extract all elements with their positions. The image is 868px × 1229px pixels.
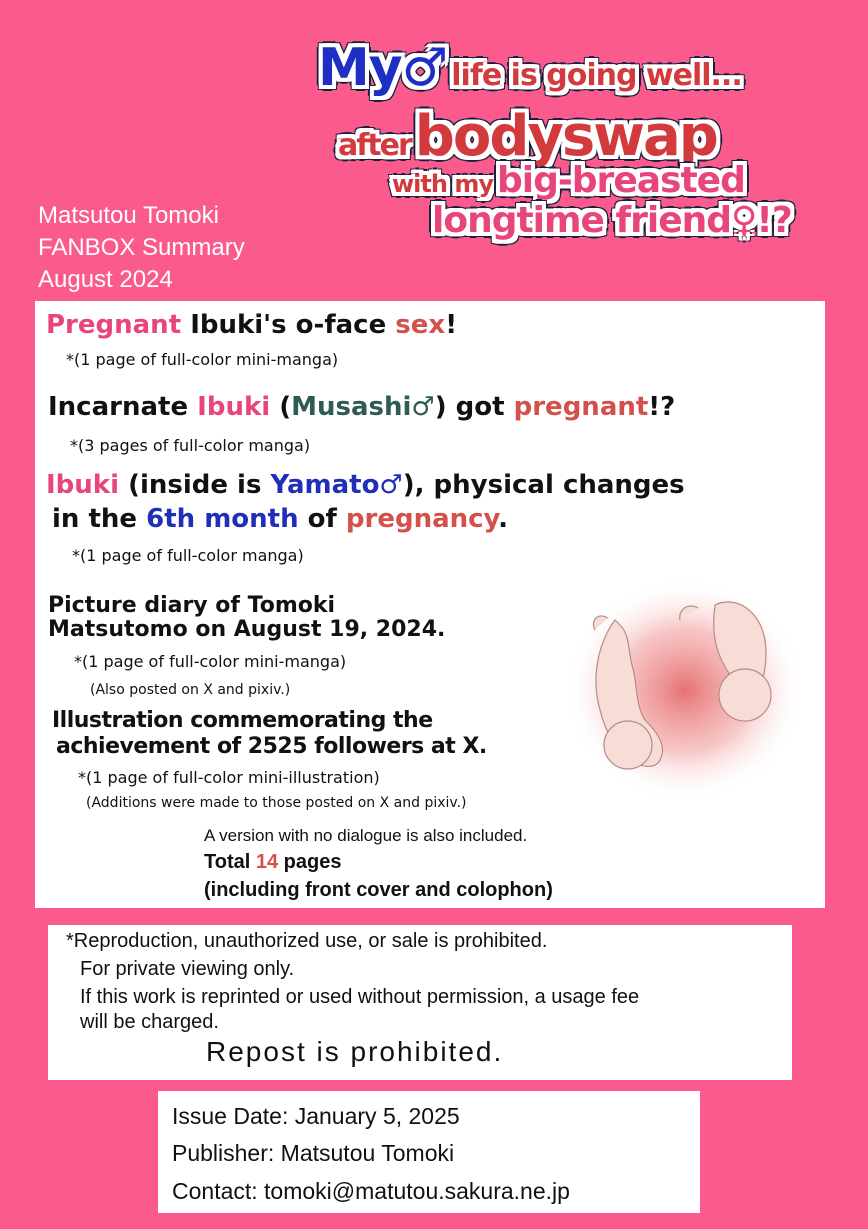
warning-line2: For private viewing only. (80, 958, 295, 980)
item3-heading-line1 (46, 470, 685, 500)
title-life: life is going well... (451, 58, 742, 93)
total-line (204, 851, 341, 874)
item3-ibuki: Ibuki (46, 470, 119, 500)
total-count: 14 (255, 851, 279, 873)
item5-heading (52, 708, 487, 760)
item4-line2: Matsutomo on August 19, 2024. (48, 617, 446, 642)
total-label: Total (204, 851, 251, 873)
item2-musashi: Musashi♂ (291, 392, 435, 422)
warning-line1: *Reproduction, unauthorized use, or sale is prohibited. (66, 930, 548, 952)
summary-author: Matsutou Tomoki (38, 202, 219, 229)
item1-oface: Ibuki's o-face (190, 310, 387, 340)
item1-note: *(1 page of full-color mini-manga) (66, 350, 339, 369)
item1-sex: sex (395, 310, 446, 340)
item4-heading (48, 594, 445, 642)
item2-got: ) got (434, 392, 505, 422)
total-pages: pages (283, 851, 342, 873)
issue-date: Issue Date: January 5, 2025 (172, 1103, 460, 1129)
item3-inthe: in the (52, 504, 138, 534)
item3-6thmonth: 6th month (146, 504, 299, 534)
contact: Contact: tomoki@matutou.sakura.ne.jp (172, 1178, 570, 1204)
item5-line2: achievement of 2525 followers at X. (56, 734, 487, 759)
item3-of: of (307, 504, 337, 534)
item1-excl: ! (445, 310, 458, 340)
item1-pregnant: Pregnant (46, 310, 182, 340)
item5-note: *(1 page of full-color mini-illustration) (78, 768, 380, 787)
item3-yamato: Yamato♂ (270, 470, 403, 500)
title-withmy: with my (392, 170, 493, 198)
title-bodyswap: bodyswap (414, 104, 717, 169)
summary-fanbox: FANBOX Summary (38, 234, 245, 261)
item3-changes: ), physical changes (402, 470, 685, 500)
publisher: Publisher: Matsutou Tomoki (172, 1140, 455, 1166)
item3-note: *(1 page of full-color manga) (72, 546, 304, 565)
item2-note: *(3 pages of full-color manga) (70, 436, 311, 455)
item3-inside: (inside is (128, 470, 262, 500)
title-longtime: longtime friend♀!? (432, 200, 792, 241)
warning-line3: If this work is reprinted or used without permission, a usage fee (80, 986, 640, 1008)
item4-line1: Picture diary of Tomoki (48, 593, 336, 618)
title-my: My♂ (318, 38, 448, 98)
item3-pregnancy: pregnancy (345, 504, 499, 534)
item2-incarnate: Incarnate (48, 392, 189, 422)
item4-note: *(1 page of full-color mini-manga) (74, 652, 347, 671)
item2-excl: !? (648, 392, 676, 422)
item2-heading (48, 392, 675, 422)
item1-heading (46, 310, 457, 340)
item2-ibuki: Ibuki (197, 392, 271, 422)
warning-line4: will be charged. (80, 1011, 219, 1033)
fetus-illustration (560, 580, 810, 810)
total-includes: (including front cover and colophon) (204, 879, 553, 901)
summary (38, 200, 245, 296)
item2-paren: ( (279, 392, 292, 422)
repost-prohibited: Repost is prohibited. (206, 1036, 504, 1067)
item3-heading-line2 (52, 504, 508, 534)
title-bigbreasted: big-breasted (496, 160, 745, 201)
version-note: A version with no dialogue is also included. (204, 826, 528, 845)
title-after: after (338, 128, 411, 163)
item5-line1: Illustration commemorating the (52, 708, 433, 733)
item5-note2: (Additions were made to those posted on X and pixiv.) (86, 795, 467, 811)
summary-month: August 2024 (38, 266, 173, 293)
item4-note2: (Also posted on X and pixiv.) (90, 682, 291, 698)
item2-pregnant: pregnant (513, 392, 649, 422)
item3-period: . (498, 504, 509, 534)
